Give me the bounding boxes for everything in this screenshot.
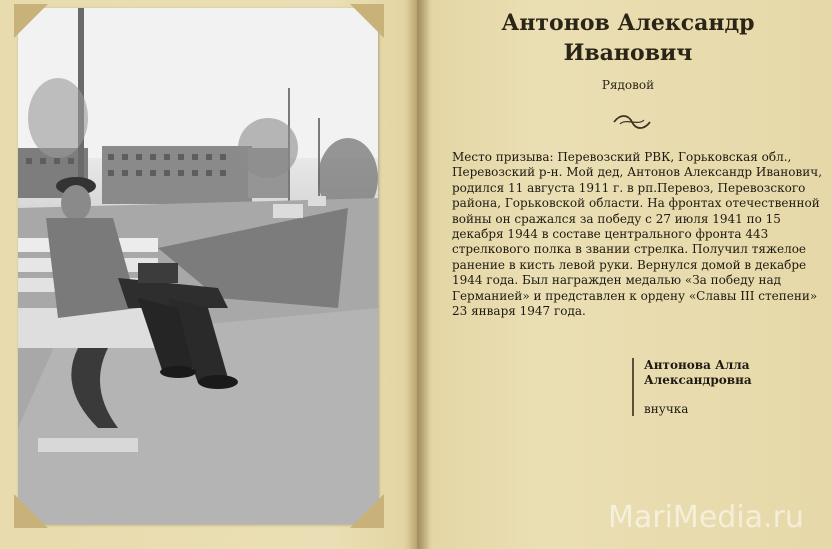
flourish-ornament-icon [612,112,652,132]
author-block [632,358,784,416]
author-name: Антонова Алла Александровна [644,358,752,387]
portrait-photo [18,8,378,524]
photo-scene [18,8,378,524]
photo-corner-bottom-right [350,494,384,528]
person-biography: Место призыва: Перевозский РВК, Горьковская обл., Перевозский р-н. Мой дед, Антонов Александр Иванович, родился 11 августа 1911 г. в рп.Перевоз, Перевозского района, Горьковской области. На фронтах отечественной войны он сражался за победу с 27 июля 1941 по 15 декабря 1944 в составе центрального фронта 443 стрелкового полка в звании стрелка. Получил тяжелое ранение в кисть левой руки. Вернулся домой в декабре 1944 года. Был награжден медалью «За победу над Германией» и представлен к ордену «Славы III степени» 23 января 1947 года. [452,150,823,319]
right-page [418,0,832,549]
person-rank: Рядовой [601,78,655,92]
author-relation: внучка [644,402,689,416]
site-watermark: MariMedia.ru [608,500,804,535]
photo-corner-bottom-left [14,494,48,528]
photo-corner-top-left [14,4,48,38]
photo-corner-top-right [350,4,384,38]
person-name: Антонов Александр Иванович [501,10,755,66]
